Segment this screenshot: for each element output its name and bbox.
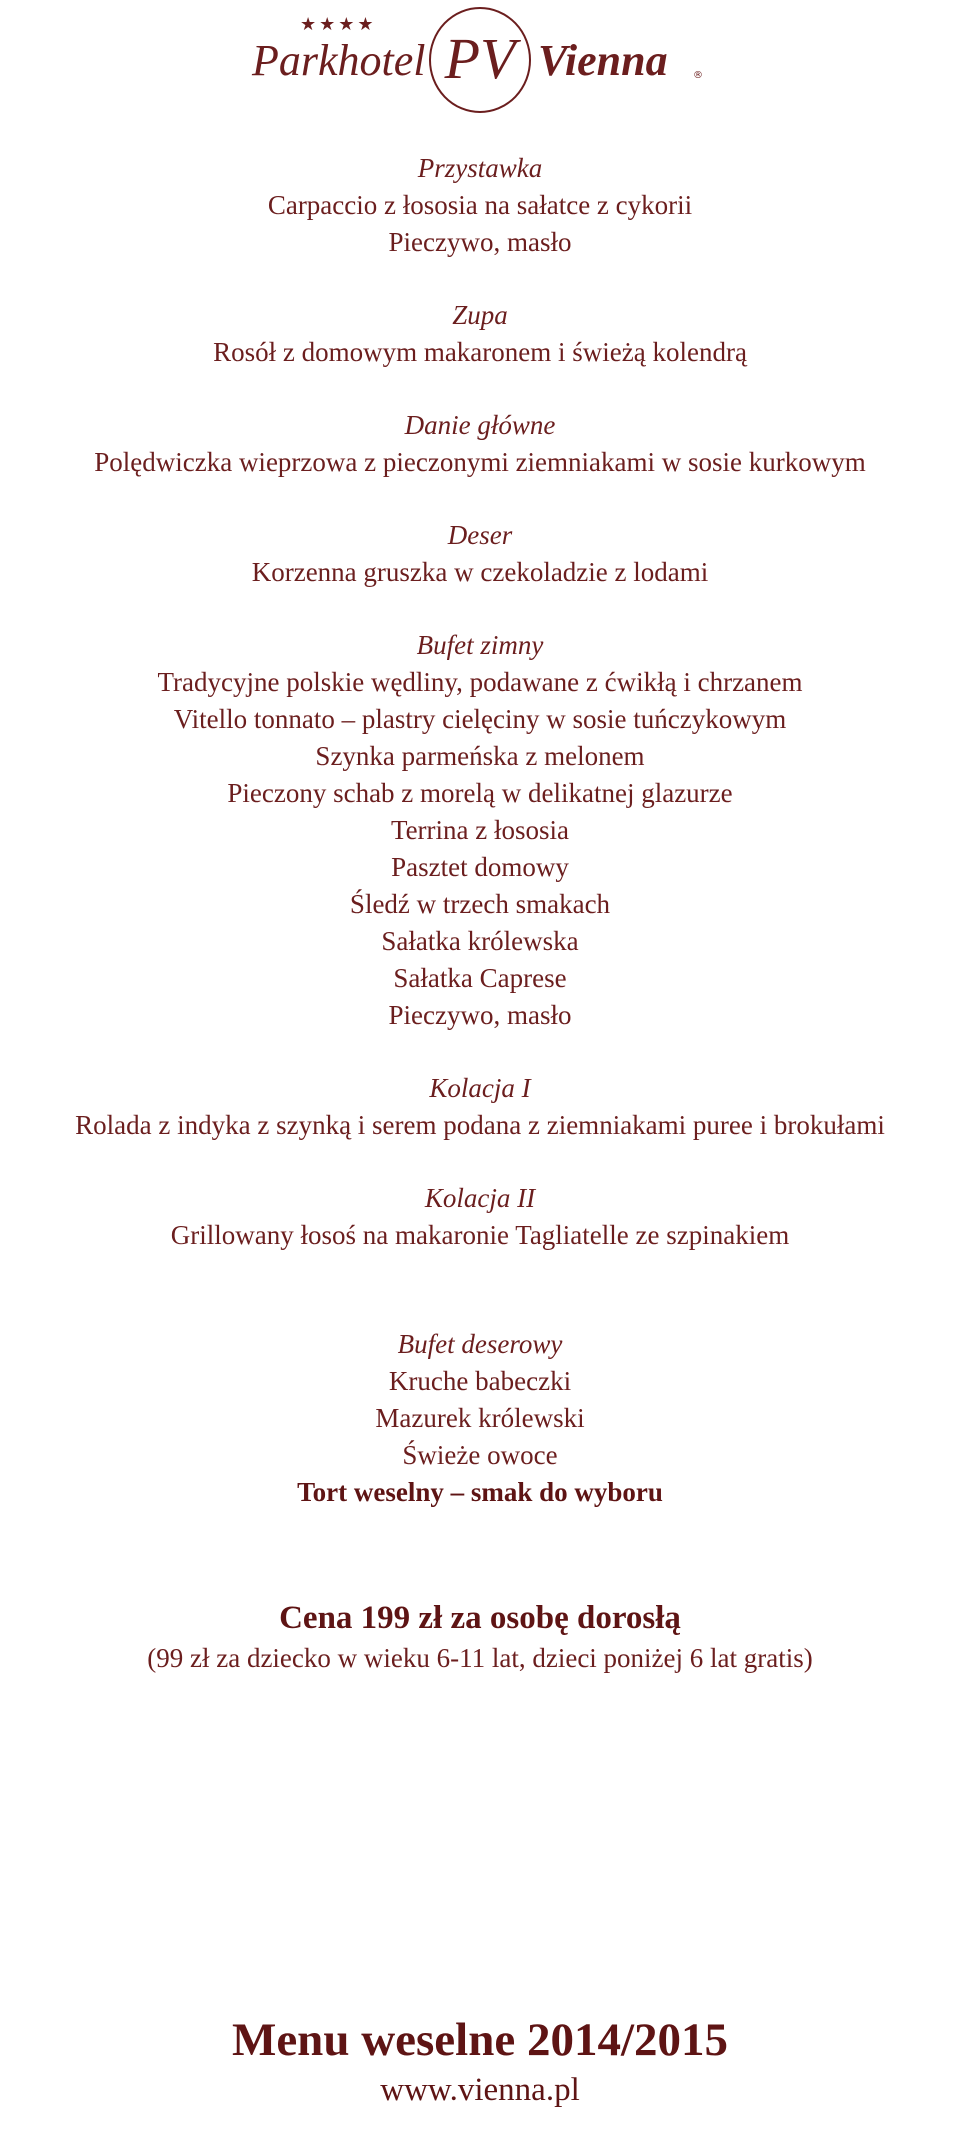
brand-name-right: Vienna xyxy=(538,36,668,85)
menu-item: Sałatka królewska xyxy=(381,926,579,956)
registered-mark: ® xyxy=(693,70,703,81)
section-kolacja-1 xyxy=(0,1070,960,1144)
brand-name-left: Parkhotel xyxy=(252,36,426,85)
section-title: Bufet deserowy xyxy=(397,1329,563,1359)
menu-item: Polędwiczka wieprzowa z pieczonymi ziemniakami w sosie kurkowym xyxy=(94,447,866,477)
menu-item: Korzenna gruszka w czekoladzie z lodami xyxy=(251,557,709,587)
menu-item: Pieczywo, masło xyxy=(388,227,572,257)
menu-item: Rosół z domowym makaronem i świeżą kolendrą xyxy=(213,337,747,367)
menu-item: Pieczony schab z morelą w delikatnej glazurze xyxy=(227,778,733,808)
parkhotel-vienna-logo xyxy=(230,0,730,120)
menu-item: Kruche babeczki xyxy=(388,1366,572,1396)
menu-item: Sałatka Caprese xyxy=(393,963,567,993)
menu-item: Szynka parmeńska z melonem xyxy=(315,741,645,771)
website-link[interactable]: www.vienna.pl xyxy=(380,2072,580,2108)
menu-item: Pieczywo, masło xyxy=(388,1000,572,1030)
section-title: Przystawka xyxy=(417,153,543,183)
menu-item: Śledź w trzech smakach xyxy=(349,889,611,919)
monogram: PV xyxy=(444,26,516,91)
menu-item: Pasztet domowy xyxy=(391,852,569,882)
menu-item: Grillowany łosoś na makaronie Tagliatelle ze szpinakiem xyxy=(170,1220,790,1250)
section-danie-glowne xyxy=(0,407,960,481)
menu-item: Terrina z łososia xyxy=(390,815,570,845)
section-kolacja-2 xyxy=(0,1180,960,1254)
section-bufet-deserowy xyxy=(0,1326,960,1511)
menu-item: Tradycyjne polskie wędliny, podawane z ćwikłą i chrzanem xyxy=(157,667,803,697)
menu-item: Świeże owoce xyxy=(402,1440,558,1470)
section-deser xyxy=(0,517,960,591)
adult-price: Cena 199 zł za osobę dorosłą xyxy=(279,1600,681,1636)
footer xyxy=(0,2012,960,2112)
menu-item: Carpaccio z łososia na sałatce z cykorii xyxy=(267,190,693,220)
menu-list xyxy=(0,150,960,1511)
section-title: Kolacja II xyxy=(424,1183,536,1213)
section-bufet-zimny xyxy=(0,627,960,1034)
section-przystawka xyxy=(0,150,960,261)
menu-item: Mazurek królewski xyxy=(375,1403,585,1433)
section-title: Kolacja I xyxy=(429,1073,531,1103)
section-title: Bufet zimny xyxy=(416,630,544,660)
section-title: Deser xyxy=(447,520,513,550)
wedding-cake-item: Tort weselny – smak do wyboru xyxy=(297,1477,663,1507)
section-zupa xyxy=(0,297,960,371)
section-title: Danie główne xyxy=(404,410,556,440)
hotel-stars: ★★★★ xyxy=(300,14,377,35)
child-price-note: (99 zł za dziecko w wieku 6-11 lat, dzieci poniżej 6 lat gratis) xyxy=(147,1643,813,1673)
menu-title: Menu weselne 2014/2015 xyxy=(231,2014,729,2066)
menu-item: Rolada z indyka z szynką i serem podana z ziemniakami puree i brokułami xyxy=(75,1110,885,1140)
price-block xyxy=(0,1597,960,1677)
section-title: Zupa xyxy=(452,300,508,330)
menu-item: Vitello tonnato – plastry cielęciny w sosie tuńczykowym xyxy=(173,704,787,734)
